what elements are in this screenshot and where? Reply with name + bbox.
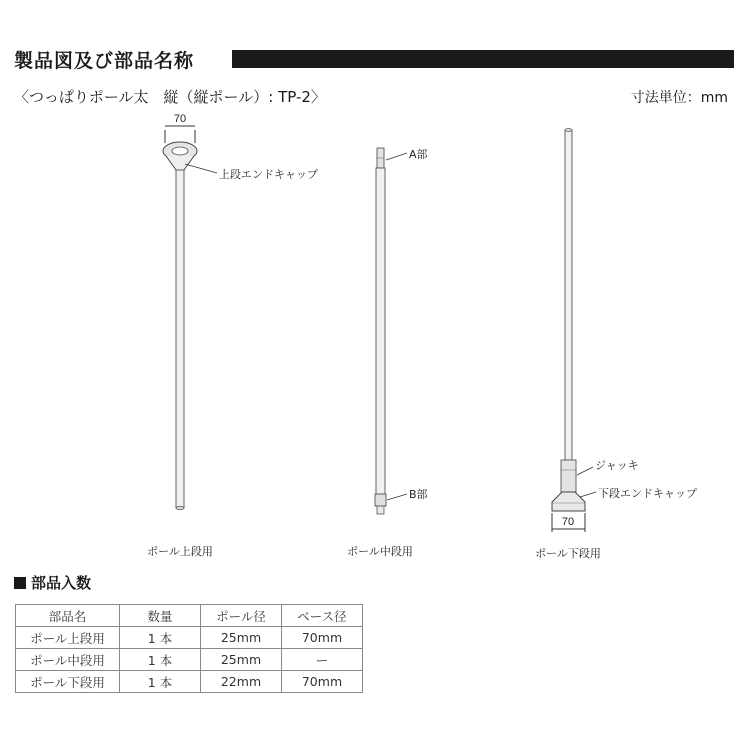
cell-base-diameter: 70mm [282,671,363,693]
header-base-diameter: ベース径 [282,605,363,627]
middle-pole-drawing [347,148,427,558]
lower-dimension-label: 70 [561,516,575,528]
cell-quantity: 1 本 [120,671,201,693]
cell-part-name: ポール下段用 [16,671,120,693]
header-quantity: 数量 [120,605,201,627]
table-row [16,627,363,649]
table-row [16,649,363,671]
header-part-name: 部品名 [16,605,120,627]
middle-b-part-label: B部 [409,488,428,501]
product-subtitle: 〈つっぱりポール太 縦（縦ポール）: TP-2〉 [14,88,326,106]
cell-part-name: ポール上段用 [16,627,120,649]
unit-label: 寸法単位：mm [630,90,728,106]
upper-pole-caption: ポール上段用 [147,545,213,558]
middle-pole-caption: ポール中段用 [347,545,413,558]
middle-a-part-label: A部 [409,148,428,161]
square-bullet-icon [14,577,26,589]
upper-dimension-label: 70 [173,113,187,125]
table-header-row [16,605,363,627]
parts-title-text: 部品入数 [31,574,92,592]
cell-quantity: 1 本 [120,649,201,671]
parts-section-title [14,572,91,593]
cell-base-diameter: ー [282,649,363,671]
lower-pole-drawing [535,129,697,560]
lower-pole-caption: ポール下段用 [535,547,601,560]
parts-table [15,604,363,693]
upper-end-cap-label: 上段エンドキャップ [219,168,318,181]
page-title: 製品図及び部品名称 [14,50,195,72]
cell-base-diameter: 70mm [282,627,363,649]
table-row [16,671,363,693]
cell-pole-diameter: 25mm [201,649,282,671]
upper-pole-drawing [147,113,318,558]
cell-pole-diameter: 22mm [201,671,282,693]
cell-part-name: ポール中段用 [16,649,120,671]
cell-quantity: 1 本 [120,627,201,649]
lower-end-cap-label: 下段エンドキャップ [598,487,697,500]
header-pole-diameter: ポール径 [201,605,282,627]
cell-pole-diameter: 25mm [201,627,282,649]
lower-jack-label: ジャッキ [595,459,639,472]
